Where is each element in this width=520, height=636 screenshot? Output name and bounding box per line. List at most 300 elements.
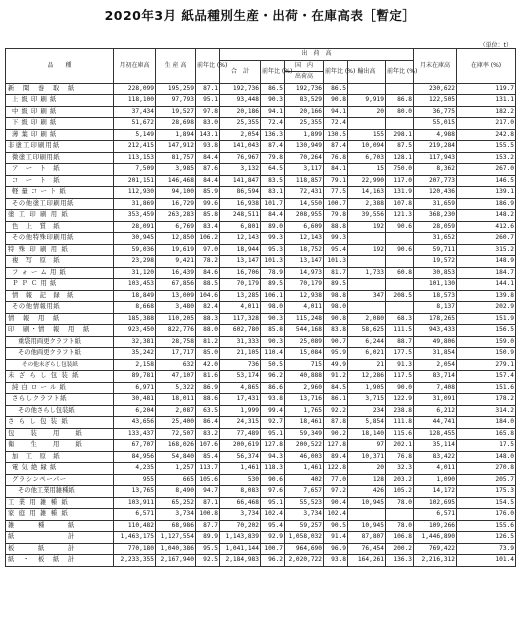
domestic-yoy-cell: 84.5 bbox=[324, 382, 348, 394]
production-yoy-cell: 85.0 bbox=[196, 348, 220, 360]
shipment-total-yoy-cell: 98.0 bbox=[261, 302, 285, 314]
production-yoy-cell: 87.1 bbox=[196, 83, 220, 95]
header-production: 生 産 高 bbox=[156, 49, 196, 84]
opening-stock-cell: 110,482 bbox=[114, 520, 156, 532]
stock-ratio-cell: 202.9 bbox=[457, 302, 516, 314]
domestic-yoy-cell: 79.8 bbox=[324, 210, 348, 222]
production-cell: 67,856 bbox=[156, 279, 196, 291]
domestic-shipment-cell: 715 bbox=[285, 359, 324, 371]
shipment-total-cell: 66,468 bbox=[220, 497, 261, 509]
opening-stock-cell: 31,120 bbox=[114, 267, 156, 279]
production-cell: 54,840 bbox=[156, 451, 196, 463]
table-row bbox=[6, 486, 516, 498]
table-row bbox=[6, 359, 516, 371]
export-cell bbox=[348, 509, 386, 521]
export-cell: 12,286 bbox=[348, 371, 386, 383]
domestic-shipment-cell: 25,089 bbox=[285, 336, 324, 348]
production-cell: 94,100 bbox=[156, 187, 196, 199]
table-row bbox=[6, 106, 516, 118]
closing-stock-cell: 102,695 bbox=[414, 497, 457, 509]
header-export-yoy: 前年比 (%) bbox=[386, 60, 414, 83]
table-row bbox=[6, 302, 516, 314]
stock-ratio-cell: 101.4 bbox=[457, 555, 516, 567]
closing-stock-cell: 4,988 bbox=[414, 129, 457, 141]
shipment-total-cell: 6,801 bbox=[220, 221, 261, 233]
production-yoy-cell: 86.9 bbox=[196, 382, 220, 394]
domestic-shipment-cell: 964,690 bbox=[285, 543, 324, 555]
shipment-total-cell: 86,594 bbox=[220, 187, 261, 199]
export-cell bbox=[348, 118, 386, 130]
production-cell: 28,758 bbox=[156, 336, 196, 348]
stock-ratio-cell: 178.2 bbox=[457, 394, 516, 406]
shipment-total-cell: 70,202 bbox=[220, 520, 261, 532]
domestic-shipment-cell: 40,888 bbox=[285, 371, 324, 383]
domestic-shipment-cell: 1,058,032 bbox=[285, 532, 324, 544]
shipment-total-yoy-cell: 89.0 bbox=[261, 221, 285, 233]
production-yoy-cell: 81.2 bbox=[196, 336, 220, 348]
item-name-cell: 電 気 絶 縁 紙 bbox=[6, 463, 114, 475]
production-cell: 3,480 bbox=[156, 302, 196, 314]
table-row bbox=[6, 198, 516, 210]
domestic-yoy-cell: 96.9 bbox=[324, 543, 348, 555]
stock-ratio-cell: 144.1 bbox=[457, 279, 516, 291]
export-cell: 20 bbox=[348, 463, 386, 475]
closing-stock-cell: 178,265 bbox=[414, 313, 457, 325]
production-yoy-cell: 85.4 bbox=[196, 451, 220, 463]
item-name-cell: 塗 工 印 刷 用 紙 bbox=[6, 210, 114, 222]
opening-stock-cell: 43,656 bbox=[114, 417, 156, 429]
export-cell bbox=[348, 233, 386, 245]
opening-stock-cell: 51,672 bbox=[114, 118, 156, 130]
stock-ratio-cell: 270.8 bbox=[457, 463, 516, 475]
production-yoy-cell: 104.6 bbox=[196, 290, 220, 302]
shipment-total-yoy-cell: 87.4 bbox=[261, 141, 285, 153]
closing-stock-cell: 128,455 bbox=[414, 428, 457, 440]
export-yoy-cell: 86.8 bbox=[386, 95, 414, 107]
item-name-cell: その他未ざらし包装紙 bbox=[6, 359, 114, 371]
shipment-total-cell: 4,865 bbox=[220, 382, 261, 394]
domestic-shipment-cell: 115,248 bbox=[285, 313, 324, 325]
domestic-shipment-cell: 20,166 bbox=[285, 106, 324, 118]
production-cell: 68,986 bbox=[156, 520, 196, 532]
shipment-total-cell: 20,186 bbox=[220, 106, 261, 118]
shipment-total-yoy-cell: 102.4 bbox=[261, 509, 285, 521]
unit-label: （単位：t） bbox=[479, 42, 512, 49]
opening-stock-cell: 1,463,175 bbox=[114, 532, 156, 544]
production-cell: 81,757 bbox=[156, 152, 196, 164]
production-cell: 110,205 bbox=[156, 313, 196, 325]
shipment-total-yoy-cell: 136.3 bbox=[261, 129, 285, 141]
table-row bbox=[6, 118, 516, 130]
item-name-cell: 下 級 印 刷 紙 bbox=[6, 118, 114, 130]
stock-ratio-cell: 186.9 bbox=[457, 198, 516, 210]
item-name-cell: コ ー ト 紙 bbox=[6, 175, 114, 187]
shipment-total-yoy-cell: 86.6 bbox=[261, 382, 285, 394]
stock-ratio-cell: 155.6 bbox=[457, 520, 516, 532]
export-cell: 164,261 bbox=[348, 555, 386, 567]
domestic-yoy-cell: 49.9 bbox=[324, 359, 348, 371]
export-cell: 58,625 bbox=[348, 325, 386, 337]
item-name-cell: 情 報 記 録 紙 bbox=[6, 290, 114, 302]
opening-stock-cell: 7,509 bbox=[114, 164, 156, 176]
production-yoy-cell: 81.6 bbox=[196, 371, 220, 383]
production-cell: 168,026 bbox=[156, 440, 196, 452]
header-closing-stock: 月末在庫高 bbox=[414, 49, 457, 84]
opening-stock-cell: 185,388 bbox=[114, 313, 156, 325]
table-row bbox=[6, 520, 516, 532]
production-cell: 8,490 bbox=[156, 486, 196, 498]
statistics-table bbox=[5, 48, 516, 567]
production-cell: 19,619 bbox=[156, 244, 196, 256]
domestic-yoy-cell: 91.2 bbox=[324, 371, 348, 383]
closing-stock-cell: 55,015 bbox=[414, 118, 457, 130]
production-cell: 97,793 bbox=[156, 95, 196, 107]
shipment-total-cell: 12,143 bbox=[220, 233, 261, 245]
export-cell: 128 bbox=[348, 474, 386, 486]
shipment-total-cell: 31,333 bbox=[220, 336, 261, 348]
export-yoy-cell: 131.9 bbox=[386, 187, 414, 199]
opening-stock-cell: 923,450 bbox=[114, 325, 156, 337]
shipment-total-cell: 602,780 bbox=[220, 325, 261, 337]
item-name-cell: 微塗工印刷用紙 bbox=[6, 152, 114, 164]
stock-ratio-cell: 131.1 bbox=[457, 95, 516, 107]
domestic-shipment-cell: 59,349 bbox=[285, 428, 324, 440]
shipment-total-yoy-cell: 118.3 bbox=[261, 463, 285, 475]
production-yoy-cell: 94.7 bbox=[196, 486, 220, 498]
production-cell: 18,011 bbox=[156, 394, 196, 406]
header-opening-stock: 月初在庫高 bbox=[114, 49, 156, 84]
export-yoy-cell: 90.6 bbox=[386, 221, 414, 233]
header-domestic-yoy: 前年比 (%) bbox=[324, 60, 348, 83]
table-row bbox=[6, 394, 516, 406]
shipment-total-yoy-cell: 89.5 bbox=[261, 279, 285, 291]
shipment-total-cell: 1,041,144 bbox=[220, 543, 261, 555]
export-yoy-cell: 80.0 bbox=[386, 106, 414, 118]
closing-stock-cell: 109,266 bbox=[414, 520, 457, 532]
shipment-total-yoy-cell: 95.4 bbox=[261, 520, 285, 532]
production-yoy-cell: 95.1 bbox=[196, 95, 220, 107]
production-yoy-cell: 83.4 bbox=[196, 221, 220, 233]
shipment-total-yoy-cell: 94.1 bbox=[261, 106, 285, 118]
header-item: 品 種 bbox=[6, 49, 114, 84]
production-cell: 6,769 bbox=[156, 221, 196, 233]
item-name-cell: その他工業用雑種紙 bbox=[6, 486, 114, 498]
opening-stock-cell: 112,930 bbox=[114, 187, 156, 199]
domestic-yoy-cell: 127.8 bbox=[324, 440, 348, 452]
production-yoy-cell: 84.4 bbox=[196, 152, 220, 164]
table-row bbox=[6, 233, 516, 245]
production-yoy-cell: 78.2 bbox=[196, 256, 220, 268]
table-row bbox=[6, 129, 516, 141]
closing-stock-cell: 120,436 bbox=[414, 187, 457, 199]
shipment-total-yoy-cell: 86.5 bbox=[261, 83, 285, 95]
shipment-total-cell: 17,431 bbox=[220, 394, 261, 406]
closing-stock-cell: 28,059 bbox=[414, 221, 457, 233]
stock-ratio-cell: 184.7 bbox=[457, 267, 516, 279]
production-cell: 19,527 bbox=[156, 106, 196, 118]
export-yoy-cell: 90.6 bbox=[386, 244, 414, 256]
domestic-yoy-cell: 130.5 bbox=[324, 129, 348, 141]
opening-stock-cell: 103,453 bbox=[114, 279, 156, 291]
stock-ratio-cell: 315.2 bbox=[457, 244, 516, 256]
item-name-cell: 包 装 用 紙 bbox=[6, 428, 114, 440]
item-name-cell: 純 白 ロ ー ル 紙 bbox=[6, 382, 114, 394]
closing-stock-cell: 14,172 bbox=[414, 486, 457, 498]
closing-stock-cell: 207,773 bbox=[414, 175, 457, 187]
domestic-shipment-cell: 402 bbox=[285, 474, 324, 486]
stock-ratio-cell: 153.2 bbox=[457, 152, 516, 164]
production-cell: 147,912 bbox=[156, 141, 196, 153]
header-production-yoy: 前年比 (%) bbox=[196, 49, 220, 84]
closing-stock-cell: 36,775 bbox=[414, 106, 457, 118]
export-yoy-cell: 111.5 bbox=[386, 325, 414, 337]
export-yoy-cell: 122.9 bbox=[386, 394, 414, 406]
table-row bbox=[6, 509, 516, 521]
table-row bbox=[6, 543, 516, 555]
stock-ratio-cell: 260.7 bbox=[457, 233, 516, 245]
export-yoy-cell: 202.1 bbox=[386, 440, 414, 452]
domestic-shipment-cell: 70,179 bbox=[285, 279, 324, 291]
production-yoy-cell: 88.5 bbox=[196, 279, 220, 291]
export-yoy-cell: 107.8 bbox=[386, 198, 414, 210]
shipment-total-cell: 16,706 bbox=[220, 267, 261, 279]
closing-stock-cell: 943,433 bbox=[414, 325, 457, 337]
production-cell: 28,698 bbox=[156, 118, 196, 130]
production-cell: 1,040,386 bbox=[156, 543, 196, 555]
opening-stock-cell: 30,481 bbox=[114, 394, 156, 406]
item-name-cell: ア ー ト 紙 bbox=[6, 164, 114, 176]
stock-ratio-cell: 184.0 bbox=[457, 417, 516, 429]
shipment-total-cell: 141,043 bbox=[220, 141, 261, 153]
opening-stock-cell: 37,434 bbox=[114, 106, 156, 118]
production-yoy-cell: 100.8 bbox=[196, 509, 220, 521]
item-name-cell: その他特殊印刷用紙 bbox=[6, 233, 114, 245]
shipment-total-yoy-cell: 95.1 bbox=[261, 497, 285, 509]
closing-stock-cell: 83,714 bbox=[414, 371, 457, 383]
production-cell: 47,107 bbox=[156, 371, 196, 383]
opening-stock-cell: 5,149 bbox=[114, 129, 156, 141]
export-cell bbox=[348, 256, 386, 268]
stock-ratio-cell: 157.4 bbox=[457, 371, 516, 383]
closing-stock-cell: 83,422 bbox=[414, 451, 457, 463]
item-name-cell: 非塗工印刷用紙 bbox=[6, 141, 114, 153]
export-yoy-cell: 200.2 bbox=[386, 543, 414, 555]
domestic-yoy-cell: 98.0 bbox=[324, 302, 348, 314]
production-cell: 3,734 bbox=[156, 509, 196, 521]
production-yoy-cell: 63.5 bbox=[196, 405, 220, 417]
shipment-total-cell: 3,132 bbox=[220, 164, 261, 176]
opening-stock-cell: 133,437 bbox=[114, 428, 156, 440]
stock-ratio-cell: 119.7 bbox=[457, 83, 516, 95]
domestic-yoy-cell: 86.5 bbox=[324, 83, 348, 95]
domestic-shipment-cell: 13,716 bbox=[285, 394, 324, 406]
closing-stock-cell: 1,446,890 bbox=[414, 532, 457, 544]
opening-stock-cell: 32,381 bbox=[114, 336, 156, 348]
domestic-yoy-cell: 122.8 bbox=[324, 463, 348, 475]
shipment-total-cell: 200,619 bbox=[220, 440, 261, 452]
item-name-cell: その他情報用紙 bbox=[6, 302, 114, 314]
shipment-total-cell: 18,944 bbox=[220, 244, 261, 256]
table-row bbox=[6, 95, 516, 107]
export-cell: 2,388 bbox=[348, 198, 386, 210]
shipment-total-cell: 13,147 bbox=[220, 256, 261, 268]
domestic-shipment-cell: 1,899 bbox=[285, 129, 324, 141]
stock-ratio-cell: 412.6 bbox=[457, 221, 516, 233]
export-yoy-cell: 78.0 bbox=[386, 520, 414, 532]
header-stock-yoy: 在庫率 (%) bbox=[457, 49, 516, 84]
shipment-total-yoy-cell: 97.6 bbox=[261, 486, 285, 498]
export-yoy-cell: 78.0 bbox=[386, 497, 414, 509]
item-name-cell: グラシンペーパー bbox=[6, 474, 114, 486]
shipment-total-cell: 2,184,983 bbox=[220, 555, 261, 567]
shipment-total-yoy-cell: 84.4 bbox=[261, 210, 285, 222]
shipment-total-yoy-cell: 90.3 bbox=[261, 313, 285, 325]
shipment-total-yoy-cell: 92.7 bbox=[261, 417, 285, 429]
table-row bbox=[6, 371, 516, 383]
table-row bbox=[6, 164, 516, 176]
shipment-total-cell: 16,938 bbox=[220, 198, 261, 210]
stock-ratio-cell: 156.5 bbox=[457, 325, 516, 337]
domestic-shipment-cell: 12,938 bbox=[285, 290, 324, 302]
domestic-shipment-cell: 7,657 bbox=[285, 486, 324, 498]
domestic-yoy-cell: 102.4 bbox=[324, 509, 348, 521]
production-cell: 632 bbox=[156, 359, 196, 371]
production-cell: 2,087 bbox=[156, 405, 196, 417]
stock-ratio-cell: 151.9 bbox=[457, 313, 516, 325]
export-cell: 21 bbox=[348, 359, 386, 371]
opening-stock-cell: 228,099 bbox=[114, 83, 156, 95]
closing-stock-cell: 230,622 bbox=[414, 83, 457, 95]
export-yoy-cell bbox=[386, 83, 414, 95]
shipment-total-cell: 76,967 bbox=[220, 152, 261, 164]
production-cell: 263,283 bbox=[156, 210, 196, 222]
table-row bbox=[6, 336, 516, 348]
shipment-total-yoy-cell: 95.3 bbox=[261, 244, 285, 256]
shipment-total-cell: 8,083 bbox=[220, 486, 261, 498]
export-yoy-cell bbox=[386, 509, 414, 521]
export-cell: 10,371 bbox=[348, 451, 386, 463]
production-cell: 3,985 bbox=[156, 164, 196, 176]
domestic-yoy-cell: 87.4 bbox=[324, 141, 348, 153]
item-name-cell: 雑 種 紙 bbox=[6, 520, 114, 532]
export-yoy-cell: 105.2 bbox=[386, 486, 414, 498]
export-cell: 1,733 bbox=[348, 267, 386, 279]
shipment-total-cell: 1,999 bbox=[220, 405, 261, 417]
table-row bbox=[6, 451, 516, 463]
shipment-total-cell: 4,011 bbox=[220, 302, 261, 314]
opening-stock-cell: 212,415 bbox=[114, 141, 156, 153]
stock-ratio-cell: 148.0 bbox=[457, 451, 516, 463]
export-yoy-cell: 111.8 bbox=[386, 417, 414, 429]
production-yoy-cell: 85.8 bbox=[196, 210, 220, 222]
export-yoy-cell: 298.1 bbox=[386, 129, 414, 141]
table-row bbox=[6, 152, 516, 164]
domestic-yoy-cell: 100.7 bbox=[324, 198, 348, 210]
export-yoy-cell: 117.5 bbox=[386, 371, 414, 383]
opening-stock-cell: 6,204 bbox=[114, 405, 156, 417]
item-name-cell: 衛 生 用 紙 bbox=[6, 440, 114, 452]
production-cell: 72,507 bbox=[156, 428, 196, 440]
export-yoy-cell bbox=[386, 279, 414, 291]
export-yoy-cell: 177.5 bbox=[386, 348, 414, 360]
closing-stock-cell: 368,230 bbox=[414, 210, 457, 222]
item-name-cell: 工 業 用 雑 種 紙 bbox=[6, 497, 114, 509]
stock-ratio-cell: 17.5 bbox=[457, 440, 516, 452]
export-cell: 10,945 bbox=[348, 520, 386, 532]
export-yoy-cell: 76.8 bbox=[386, 451, 414, 463]
closing-stock-cell: 1,090 bbox=[414, 474, 457, 486]
export-cell: 6,703 bbox=[348, 152, 386, 164]
closing-stock-cell: 101,130 bbox=[414, 279, 457, 291]
export-cell: 10,945 bbox=[348, 497, 386, 509]
shipment-total-cell: 141,847 bbox=[220, 175, 261, 187]
header-export: 輸出高 bbox=[348, 60, 386, 83]
production-yoy-cell: 42.0 bbox=[196, 359, 220, 371]
item-name-cell: 薄 葉 印 刷 紙 bbox=[6, 129, 114, 141]
export-yoy-cell: 208.5 bbox=[386, 290, 414, 302]
shipment-total-yoy-cell: 106.1 bbox=[261, 290, 285, 302]
shipment-total-cell: 21,105 bbox=[220, 348, 261, 360]
item-name-cell: Ｐ Ｐ Ｃ 用 紙 bbox=[6, 279, 114, 291]
domestic-shipment-cell: 25,355 bbox=[285, 118, 324, 130]
domestic-shipment-cell: 1,461 bbox=[285, 463, 324, 475]
table-row bbox=[6, 279, 516, 291]
header-total: 合 計 bbox=[220, 60, 261, 83]
shipment-total-yoy-cell: 96.2 bbox=[261, 555, 285, 567]
export-yoy-cell: 32.3 bbox=[386, 463, 414, 475]
production-cell: 195,259 bbox=[156, 83, 196, 95]
closing-stock-cell: 122,505 bbox=[414, 95, 457, 107]
domestic-shipment-cell: 70,264 bbox=[285, 152, 324, 164]
shipment-total-cell: 24,315 bbox=[220, 417, 261, 429]
opening-stock-cell: 6,571 bbox=[114, 509, 156, 521]
export-yoy-cell: 128.1 bbox=[386, 152, 414, 164]
production-cell: 1,894 bbox=[156, 129, 196, 141]
domestic-yoy-cell: 88.8 bbox=[324, 221, 348, 233]
closing-stock-cell: 19,572 bbox=[414, 256, 457, 268]
production-yoy-cell: 88.0 bbox=[196, 325, 220, 337]
shipment-total-cell: 77,489 bbox=[220, 428, 261, 440]
stock-ratio-cell: 279.1 bbox=[457, 359, 516, 371]
production-yoy-cell: 143.1 bbox=[196, 129, 220, 141]
table-row bbox=[6, 256, 516, 268]
closing-stock-cell: 44,741 bbox=[414, 417, 457, 429]
shipment-total-cell: 3,734 bbox=[220, 509, 261, 521]
domestic-yoy-cell: 83.8 bbox=[324, 325, 348, 337]
production-cell: 16,729 bbox=[156, 198, 196, 210]
export-cell: 6,021 bbox=[348, 348, 386, 360]
domestic-yoy-cell: 72.4 bbox=[324, 118, 348, 130]
table-row bbox=[6, 428, 516, 440]
export-yoy-cell: 90.0 bbox=[386, 382, 414, 394]
shipment-total-yoy-cell: 99.4 bbox=[261, 405, 285, 417]
closing-stock-cell: 4,011 bbox=[414, 463, 457, 475]
production-cell: 16,439 bbox=[156, 267, 196, 279]
shipment-total-cell: 1,461 bbox=[220, 463, 261, 475]
opening-stock-cell: 113,153 bbox=[114, 152, 156, 164]
opening-stock-cell: 18,849 bbox=[114, 290, 156, 302]
shipment-total-yoy-cell: 99.3 bbox=[261, 233, 285, 245]
export-cell: 1,905 bbox=[348, 382, 386, 394]
export-cell: 20 bbox=[348, 106, 386, 118]
export-yoy-cell: 750.0 bbox=[386, 164, 414, 176]
export-cell: 347 bbox=[348, 290, 386, 302]
production-yoy-cell: 107.6 bbox=[196, 440, 220, 452]
shipment-total-yoy-cell: 127.8 bbox=[261, 440, 285, 452]
item-name-cell: さらしクラフト紙 bbox=[6, 394, 114, 406]
domestic-shipment-cell: 118,857 bbox=[285, 175, 324, 187]
production-yoy-cell: 93.8 bbox=[196, 141, 220, 153]
